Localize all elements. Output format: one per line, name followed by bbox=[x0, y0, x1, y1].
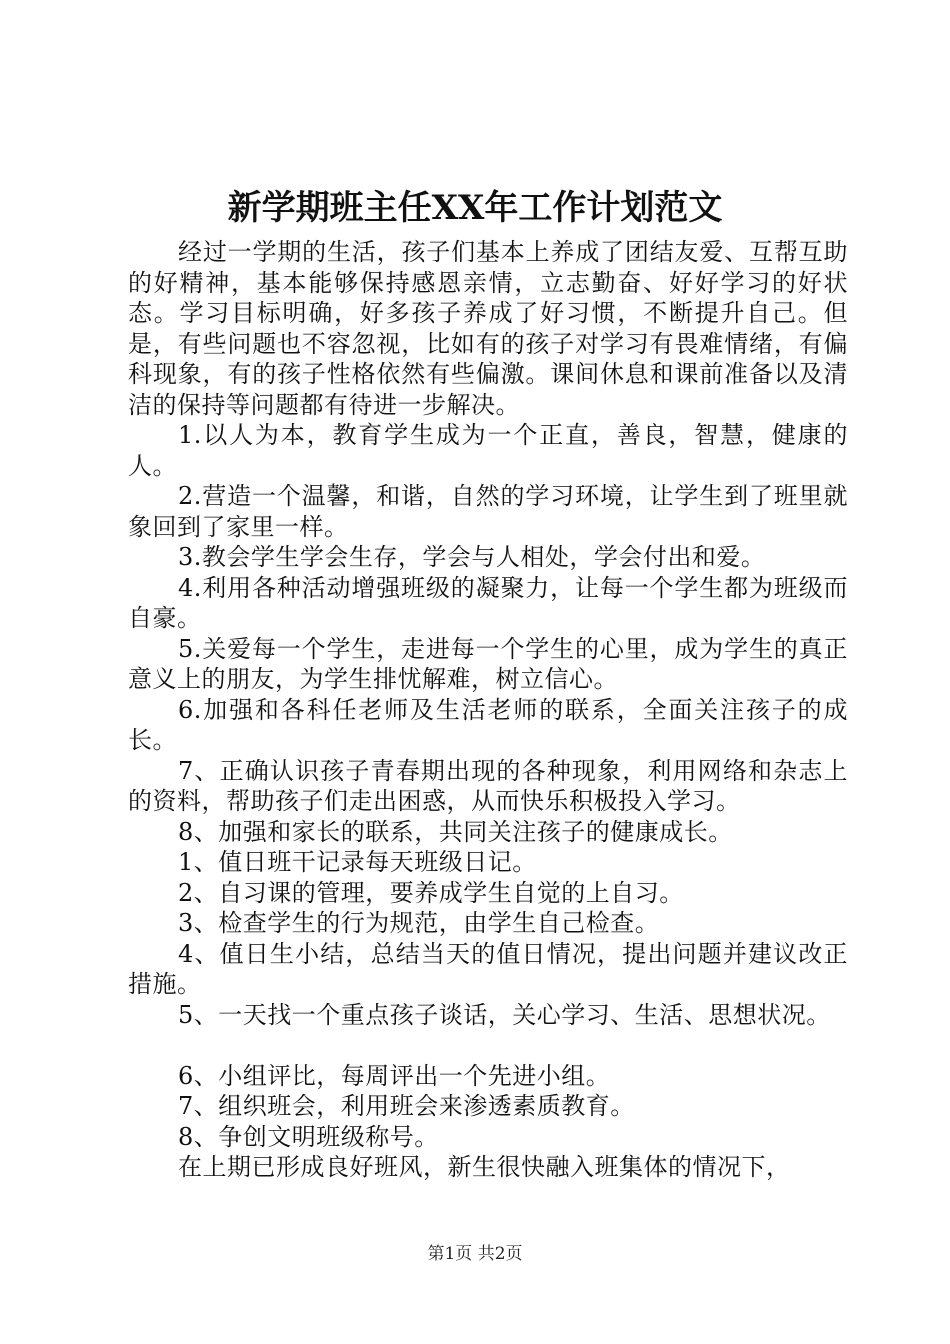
goal-item-7: 7、正确认识孩子青春期出现的各种现象，利用网络和杂志上的资料，帮助孩子们走出困惑，从而快乐积极投入学习。 bbox=[128, 756, 848, 815]
goal-item-2: 2.营造一个温馨，和谐，自然的学习环境，让学生到了班里就象回到了家里一样。 bbox=[128, 482, 848, 541]
measure-item-7: 7、组织班会，利用班会来渗透素质教育。 bbox=[178, 1092, 635, 1120]
goal-item-6: 6.加强和各科任老师及生活老师的联系，全面关注孩子的成长。 bbox=[128, 695, 848, 754]
goal-item-5: 5.关爱每一个学生，走进每一个学生的心里，成为学生的真正意义上的朋友，为学生排忧解难，树立信心。 bbox=[128, 634, 848, 693]
goal-item-8: 8、加强和家长的联系，共同关注孩子的健康成长。 bbox=[178, 817, 733, 846]
goal-item-4: 4.利用各种活动增强班级的凝聚力，让每一个学生都为班级而自豪。 bbox=[128, 573, 848, 632]
measure-item-8: 8、争创文明班级称号。 bbox=[178, 1122, 439, 1151]
closing-paragraph: 在上期已形成良好班风，新生很快融入班集体的情况下， bbox=[178, 1153, 791, 1181]
document-title: 新学期班主任XX年工作计划范文 bbox=[227, 188, 723, 228]
document-body bbox=[128, 237, 848, 1183]
measure-item-2: 2、自习课的管理，要养成学生自觉的上自习。 bbox=[178, 878, 684, 907]
measure-item-6: 6、小组评比，每周评出一个先进小组。 bbox=[178, 1061, 611, 1090]
measure-item-4: 4、值日生小结，总结当天的值日情况，提出问题并建议改正措施。 bbox=[128, 939, 848, 998]
page-footer: 第1页 共2页 bbox=[427, 1244, 523, 1264]
goal-item-3: 3.教会学生学会生存，学会与人相处，学会付出和爱。 bbox=[178, 543, 766, 571]
measure-item-1: 1、值日班干记录每天班级日记。 bbox=[178, 848, 537, 876]
goal-item-1: 1.以人为本，教育学生成为一个正直，善良，智慧，健康的人。 bbox=[128, 421, 848, 480]
measure-item-3: 3、检查学生的行为规范，由学生自己检查。 bbox=[178, 909, 660, 937]
blank-line bbox=[128, 1030, 848, 1061]
measure-item-5: 5、一天找一个重点孩子谈话，关心学习、生活、思想状况。 bbox=[178, 1000, 831, 1029]
intro-paragraph: 经过一学期的生活，孩子们基本上养成了团结友爱、互帮互助的好精神，基本能够保持感恩亲情，立志勤奋、好好学习的好状态。学习目标明确，好多孩子养成了好习惯，不断提升自己。但是，有些问题也不容忽视，比如有的孩子对学习有畏难情绪，有偏科现象，有的孩子性格依然有些偏激。课间休息和课前准备以及清洁的保持等问题都有待进一步解决。 bbox=[128, 238, 848, 419]
